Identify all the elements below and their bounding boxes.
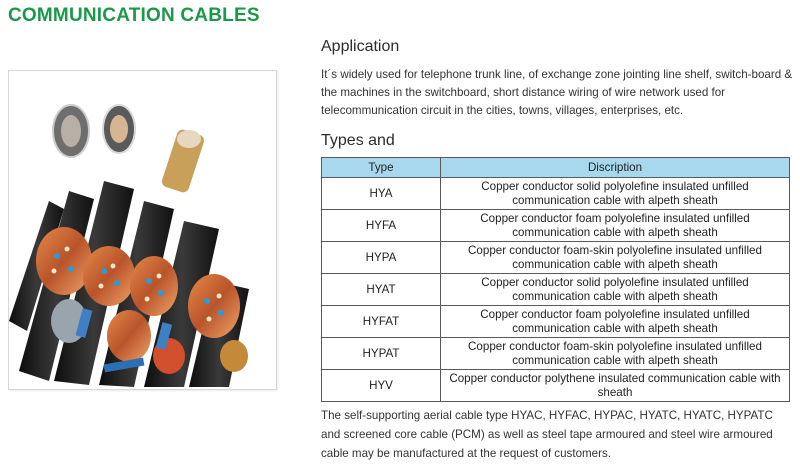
type-cell: HYV bbox=[322, 370, 441, 402]
application-heading: Application bbox=[321, 38, 400, 55]
table-row bbox=[322, 242, 790, 274]
table-row bbox=[322, 274, 790, 306]
table-row bbox=[322, 306, 790, 338]
table-row bbox=[322, 338, 790, 370]
description-cell: Copper conductor foam polyolefine insulated unfilled communication cable with alpeth sheath bbox=[441, 210, 790, 242]
type-cell: HYA bbox=[322, 178, 441, 210]
cable-bundle-illustration bbox=[9, 71, 276, 389]
table-header-row bbox=[322, 158, 790, 178]
type-cell: HYPAT bbox=[322, 338, 441, 370]
cable-types-table bbox=[321, 157, 790, 402]
type-cell: HYFA bbox=[322, 210, 441, 242]
application-text: It´s widely used for telephone trunk line, of exchange zone jointing line shelf, switch-board & the machines in the switchboard, short distance wiring of wire network used for telecommunication circuit in the cities, towns, villages, enterprises, etc. bbox=[321, 68, 793, 117]
description-cell: Copper conductor foam polyolefine insulated unfilled communication cable with alpeth sheath bbox=[441, 306, 790, 338]
description-cell: Copper conductor foam-skin polyolefine insulated unfilled communication cable with alpeth sheath bbox=[441, 242, 790, 274]
description-cell: Copper conductor solid polyolefine insulated unfilled communication cable with alpeth sheath bbox=[441, 178, 790, 210]
type-cell: HYFAT bbox=[322, 306, 441, 338]
page-title: COMMUNICATION CABLES bbox=[8, 5, 260, 26]
types-heading: Types and bbox=[321, 132, 395, 149]
footer-text: The self-supporting aerial cable type HYAC, HYFAC, HYPAC, HYATC, HYATC, HYPATC and screened core cable (PCM) as well as steel tape armoured and steel wire armoured cable may be manufactured at the request of customers. bbox=[321, 409, 773, 460]
column-header-type: Type bbox=[322, 158, 441, 178]
table-row bbox=[322, 210, 790, 242]
type-cell: HYAT bbox=[322, 274, 441, 306]
type-cell: HYPA bbox=[322, 242, 441, 274]
description-cell: Copper conductor solid polyolefine insulated unfilled communication cable with alpeth sheath bbox=[441, 274, 790, 306]
cable-bundle-photo bbox=[8, 70, 277, 390]
table-row bbox=[322, 178, 790, 210]
column-header-description: Discription bbox=[441, 158, 790, 178]
table-row bbox=[322, 370, 790, 402]
description-cell: Copper conductor foam-skin polyolefine insulated unfilled communication cable with alpeth sheath bbox=[441, 338, 790, 370]
description-cell: Copper conductor polythene insulated communication cable with sheath bbox=[441, 370, 790, 402]
